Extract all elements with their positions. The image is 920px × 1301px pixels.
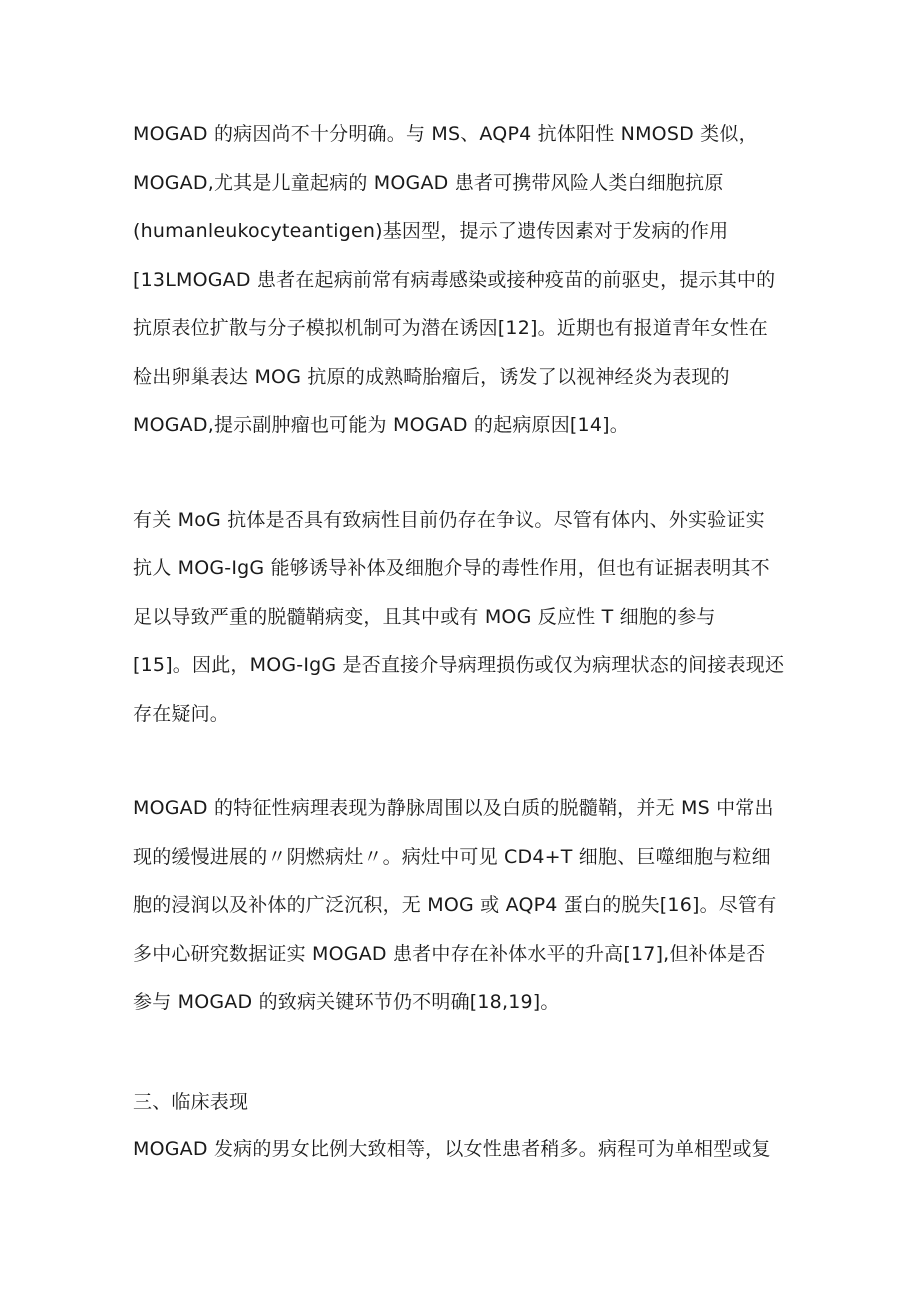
section-heading: 三、临床表现 — [133, 1091, 249, 1113]
text-line: MOGAD 的病因尚不十分明确。与 MS、AQP4 抗体阳性 NMOSD 类似， — [133, 123, 758, 145]
text-line: 检出卵巢表达 MOG 抗原的成熟畸胎瘤后，诱发了以视神经炎为表现的 — [133, 366, 730, 388]
text-line: 多中心研究数据证实 MOGAD 患者中存在补体水平的升高[17],但补体是否 — [133, 943, 766, 965]
text-line: MOGAD,提示副肿瘤也可能为 MOGAD 的起病原因[14]。 — [133, 414, 629, 436]
text-line: [15]。因此，MOG-IgG 是否直接介导病理损伤或仅为病理状态的间接表现还 — [133, 654, 785, 676]
text-line: 抗人 MOG-IgG 能够诱导补体及细胞介导的毒性作用，但也有证据表明其不 — [133, 557, 770, 579]
text-line: 现的缓慢进展的〃阴燃病灶〃。病灶中可见 CD4+T 细胞、巨噬细胞与粒细 — [133, 846, 771, 868]
text-line: 抗原表位扩散与分子模拟机制可为潜在诱因[12]。近期也有报道青年女性在 — [133, 317, 769, 339]
text-line: 参与 MOGAD 的致病关键环节仍不明确[18,19]。 — [133, 991, 560, 1013]
text-line: (humanleukocyteantigen)基因型，提示了遗传因素对于发病的作用 — [133, 220, 729, 242]
text-line: MOGAD 的特征性病理表现为静脉周围以及白质的脱髓鞘，并无 MS 中常出 — [133, 797, 774, 819]
text-line: 有关 MoG 抗体是否具有致病性目前仍存在争议。尽管有体内、外实验证实 — [133, 509, 765, 531]
text-line: MOGAD 发病的男女比例大致相等，以女性患者稍多。病程可为单相型或复 — [133, 1138, 771, 1160]
text-line: [13LMOGAD 患者在起病前常有病毒感染或接种疫苗的前驱史，提示其中的 — [133, 269, 776, 291]
text-line: 足以导致严重的脱髓鞘病变，且其中或有 MOG 反应性 T 细胞的参与 — [133, 606, 716, 628]
text-line: 胞的浸润以及补体的广泛沉积，无 MOG 或 AQP4 蛋白的脱失[16]。尽管有 — [133, 894, 777, 916]
text-line: 存在疑问。 — [133, 703, 230, 725]
text-line: MOGAD,尤其是儿童起病的 MOGAD 患者可携带风险人类白细胞抗原 — [133, 172, 724, 194]
